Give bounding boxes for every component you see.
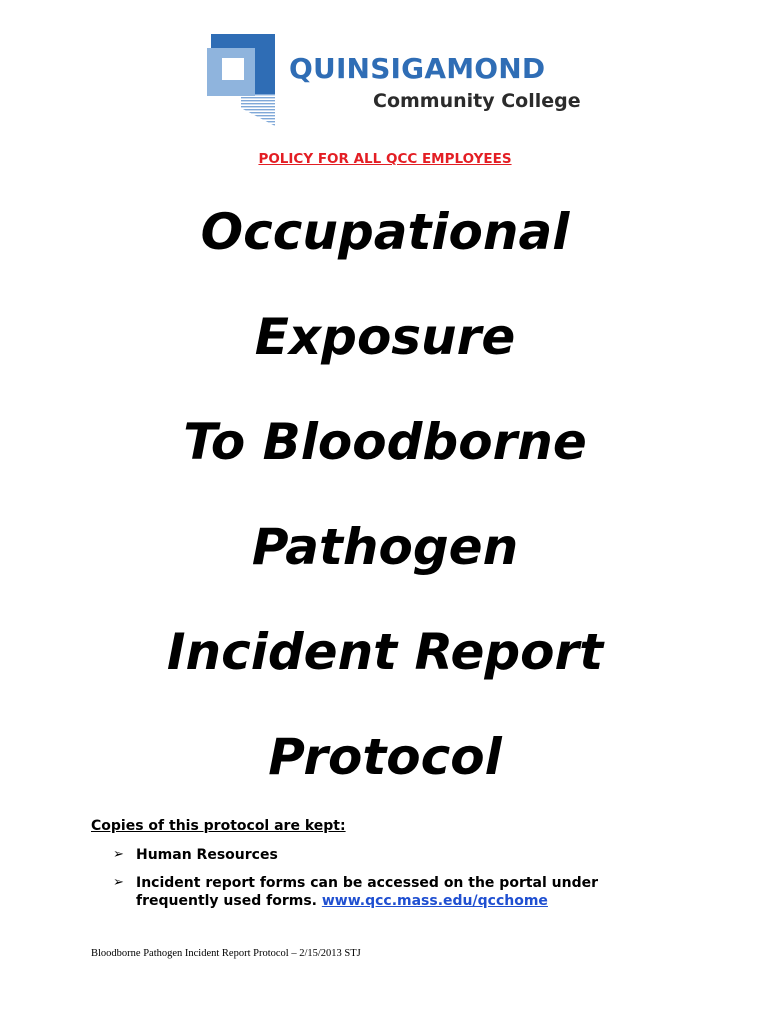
copies-heading: Copies of this protocol are kept: (91, 818, 346, 834)
portal-link[interactable]: www.qcc.mass.edu/qcchome (321, 893, 548, 909)
arrow-bullet-icon: ➢ (113, 875, 124, 890)
title-line: Pathogen (251, 518, 519, 576)
college-subtitle: Community College (373, 90, 581, 112)
title-line: Occupational (200, 203, 570, 261)
page-footer: Bloodborne Pathogen Incident Report Protocol – 2/15/2013 STJ (91, 948, 361, 959)
title-line: Exposure (254, 308, 516, 366)
college-logo-icon (207, 34, 277, 126)
list-item-text: Human Resources (136, 847, 278, 863)
college-logo (207, 34, 581, 129)
title-line: Incident Report (166, 623, 604, 681)
title-line: Protocol (268, 728, 502, 786)
title-line: To Bloodborne (183, 413, 587, 471)
list-item (113, 874, 673, 910)
arrow-bullet-icon: ➢ (113, 847, 124, 862)
copies-list (113, 846, 673, 920)
list-item (113, 846, 673, 864)
list-item-text: Incident report forms can be accessed on the portal under frequently used forms. (136, 875, 599, 909)
document-title (0, 180, 770, 810)
college-name: QUINSIGAMOND (289, 52, 546, 85)
policy-heading: POLICY FOR ALL QCC EMPLOYEES (258, 151, 512, 167)
